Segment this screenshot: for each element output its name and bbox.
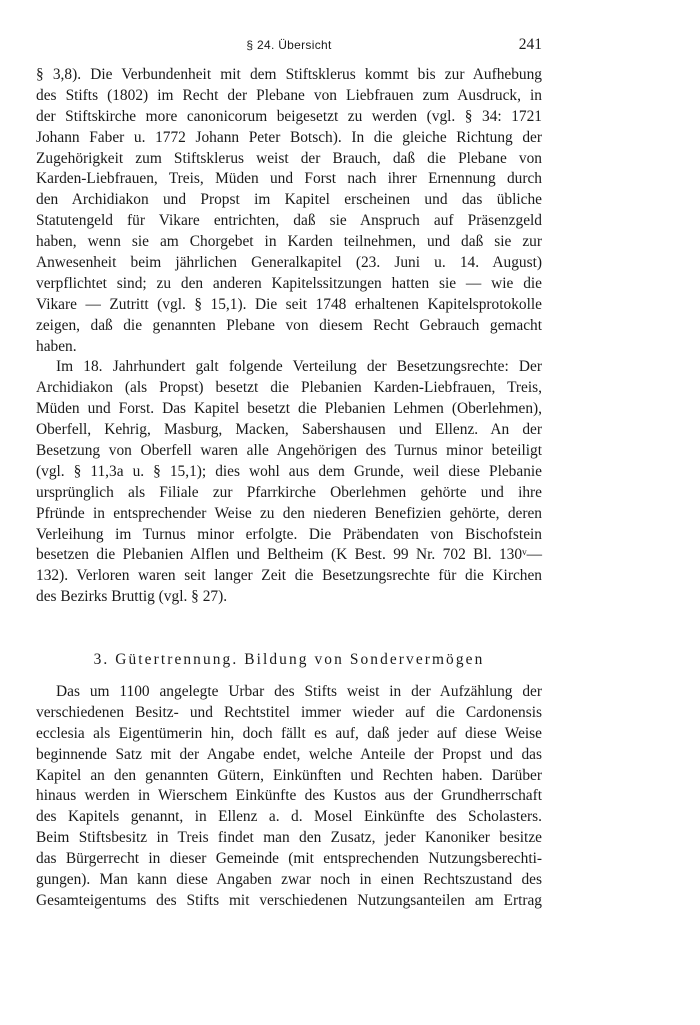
text-line: ursprünglich als Filiale zur Pfarrkirche Oberlehmen gehörte und ihre xyxy=(36,483,542,501)
page-header xyxy=(36,36,542,56)
text-line: § 3,8). Die Verbundenheit mit dem Stiftsklerus kommt bis zur Aufhebung xyxy=(36,66,542,83)
body-text-top xyxy=(36,65,542,608)
text-line: Kapitel an den genannten Gütern, Einkünften und Rechten haben. Darüber xyxy=(36,766,542,784)
text-line: Müden und Forst. Das Kapitel besetzt die Plebanien Lehmen (Oberlehmen), xyxy=(36,400,542,418)
text-line: Statutengeld für Vikare entrichten, daß sie Anspruch auf Präsenzgeld xyxy=(36,212,542,230)
text-line: beginnende Satz mit der Angabe endet, welche Anteile der Propst und das xyxy=(36,745,542,763)
text-line: verschiedenen Besitz- und Rechtstitel immer wieder auf die Cardonensis xyxy=(36,703,542,721)
text-line: Karden-Liebfrauen, Treis, Müden und Forst nach ihrer Ernennung durch xyxy=(36,170,542,188)
text-line: der Stiftskirche more canonicorum beigesetzt zu werden (vgl. § 34: 1721 xyxy=(36,107,542,125)
text-line: Besetzung von Oberfell waren alle Angehörigen des Turnus minor beteiligt xyxy=(36,442,542,460)
text-line: den Archidiakon und Propst im Kapitel erscheinen und das übliche xyxy=(36,191,542,209)
text-line: des Bezirks Bruttig (vgl. § 27). xyxy=(36,588,228,606)
text-line: 132). Verloren waren seit langer Zeit die Besetzungsrechte für die Kirchen xyxy=(36,567,542,585)
text-line: Das um 1100 angelegte Urbar des Stifts weist in der Aufzählung der xyxy=(56,683,542,700)
text-line: Im 18. Jahrhundert galt folgende Verteilung der Besetzungsrechte: Der xyxy=(56,358,542,376)
text-line: Verleihung im Turnus minor erfolgte. Die Präbendaten von Bischofstein xyxy=(36,525,542,543)
text-line: haben. xyxy=(36,337,77,355)
text-line: ecclesia als Eigentümerin hin, doch fällt es auf, daß jeder auf diese Weise xyxy=(36,724,542,742)
text-line: Johann Faber u. 1772 Johann Peter Botsch). In die gleiche Richtung der xyxy=(36,128,542,146)
text-line: hinaus werden in Wierschem Einkünfte des Kustos aus der Grundherrschaft xyxy=(36,787,542,805)
text-line: besetzen die Plebanien Alflen und Beltheim (K Best. 99 Nr. 702 Bl. 130ᵛ— xyxy=(36,546,542,564)
text-line: gungen). Man kann diese Angaben zwar noch in einen Rechtszustand des xyxy=(36,871,542,889)
text-line: des Stifts (1802) im Recht der Plebane von Liebfrauen zum Ausdruck, in xyxy=(36,86,542,104)
text-line: Beim Stiftsbesitz in Treis findet man den Zusatz, jeder Kanoniker besitze xyxy=(36,829,542,847)
page-number: 241 xyxy=(518,36,542,53)
text-line: Anwesenheit beim jährlichen Generalkapitel (23. Juni u. 14. August) xyxy=(36,254,542,272)
text-line: Pfründe in entsprechender Weise zu den niederen Benefizien gehörte, deren xyxy=(36,504,542,522)
text-line: Gesamteigentums des Stifts mit verschiedenen Nutzungsanteilen am Ertrag xyxy=(36,891,542,909)
text-line: des Kapitels genannt, in Ellenz a. d. Mosel Einkünfte des Scholasters. xyxy=(36,808,542,826)
body-text-bottom xyxy=(36,682,542,912)
text-line: Archidiakon (als Propst) besetzt die Plebanien Karden-Liebfrauen, Treis, xyxy=(36,379,542,397)
text-line: Oberfell, Kehrig, Masburg, Macken, Sabershausen und Ellenz. An der xyxy=(36,421,542,439)
text-line: verpflichtet sind; zu den anderen Kapitelssitzungen hatten sie — wie die xyxy=(36,274,542,292)
text-line: Zugehörigkeit zum Stiftsklerus weist der Brauch, daß die Plebane von xyxy=(36,149,542,167)
text-line: zeigen, daß die genannten Plebane von diesem Recht Gebrauch gemacht xyxy=(36,316,542,334)
text-line: haben, wenn sie am Chorgebet in Karden teilnehmen, und daß sie zur xyxy=(36,233,542,251)
text-line: das Bürgerrecht in dieser Gemeinde (mit entsprechenden Nutzungsberechti- xyxy=(36,850,542,868)
text-line: Vikare — Zutritt (vgl. § 15,1). Die seit 1748 erhaltenen Kapitelsprotokolle xyxy=(36,295,542,313)
running-title: § 24. Übersicht xyxy=(246,38,332,52)
section-heading: 3. Gütertrennung. Bildung von Sondervermögen xyxy=(93,651,485,668)
text-line: (vgl. § 11,3a u. § 15,1); dies wohl aus dem Grunde, weil diese Plebanie xyxy=(36,462,542,480)
